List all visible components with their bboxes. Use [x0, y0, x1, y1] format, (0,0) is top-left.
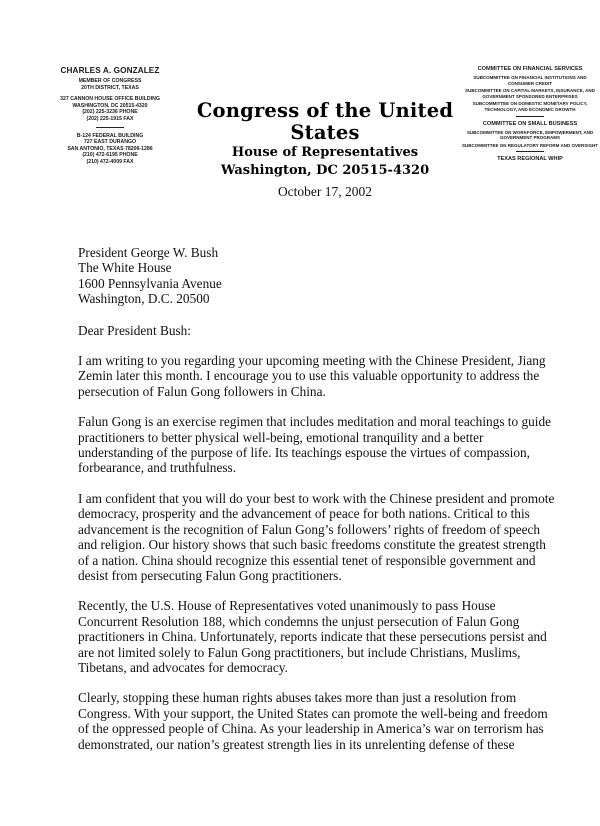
paragraph	[78, 491, 578, 583]
member-district: 20TH DISTRICT, TEXAS	[81, 84, 139, 91]
chamber-city: Washington, DC 20515-4320	[220, 163, 430, 178]
district-office-line: B-124 FEDERAL BUILDING	[76, 132, 144, 139]
text-line: Concurrent Resolution 188, which condemns the unjust persecution of Falun Gong	[78, 613, 520, 629]
text-line: demonstrated, our nation’s greatest strength lies in its unrelenting defense of these	[78, 736, 515, 752]
text-line: and religion. Our history shows that such basic freedoms constitute the greatest strength	[78, 537, 546, 553]
text-line: forbearance, and truthfulness.	[78, 460, 237, 476]
committee-name: COMMITTEE ON SMALL BUSINESS	[482, 120, 578, 127]
subcommittee-name: SUBCOMMITTEE ON REGULATORY REFORM AND OVERSIGHT	[462, 142, 598, 148]
subcommittee-name: SUBCOMMITTEE ON CAPITAL MARKETS, INSURANCE, AND GOVERNMENT SPONSORED ENTERPRISES	[465, 88, 595, 99]
member-name: CHARLES A. GONZALEZ	[60, 66, 160, 75]
chamber-name: House of Representatives	[231, 145, 419, 160]
divider	[516, 116, 544, 117]
letterhead-right	[460, 66, 600, 165]
text-line: understanding of the purpose of life. Its teachings espouse the virtues of compassion,	[78, 445, 530, 461]
dc-office-line: WASHINGTON, DC 20515-4320	[72, 102, 148, 109]
text-line: practitioners in China. Unfortunately, reports indicate that these persecutions persist and	[78, 629, 547, 645]
text-line: practitioners to better physical well-being, emotional tranquility and a better	[78, 429, 484, 445]
recipient-line: Washington, D.C. 20500	[78, 291, 210, 307]
text-line: persecution of Falun Gong followers in China.	[78, 383, 326, 399]
text-line: democracy, prosperity and the advancement of peace for both nations. Critical to this	[78, 506, 530, 522]
congress-title: Congress of the United States	[196, 99, 454, 144]
district-office-phone: (210) 472-6195 PHONE	[82, 152, 138, 159]
paragraph	[78, 598, 578, 675]
divider	[96, 127, 124, 128]
text-line: Zemin later this month. I encourage you to use this valuable opportunity to address the	[78, 368, 540, 384]
committee-name: COMMITTEE ON FINANCIAL SERVICES	[477, 66, 583, 72]
recipient-line: 1600 Pennsylvania Avenue	[78, 275, 222, 291]
recipient-address	[78, 245, 578, 307]
text-line: of the oppressed people of China. As your leadership in America’s war on terrorism has	[78, 721, 544, 737]
district-office-line: SAN ANTONIO, TEXAS 78206-1286	[67, 145, 153, 152]
text-line: I am confident that you will do your best to work with the Chinese president and promote	[78, 490, 555, 506]
text-line: are not limited solely to Falun Gong practitioners, but include Christians, Muslims,	[78, 644, 521, 660]
letter-body	[78, 245, 578, 752]
text-line: Clearly, stopping these human rights abuses takes more than just a resolution from	[78, 690, 517, 706]
subcommittee-name: SUBCOMMITTEE ON DOMESTIC MONETARY POLICY, TECHNOLOGY, AND ECONOMIC GROWTH	[472, 101, 588, 112]
letter-date: October 17, 2002	[277, 184, 373, 199]
salutation: Dear President Bush:	[78, 322, 192, 338]
text-line: advancement is the recognition of Falun Gong’s followers’ rights of freedom of speech	[78, 521, 541, 537]
text-line: of a nation. China should recognize this essential tenet of responsible government and	[78, 552, 536, 568]
district-office-fax: (210) 472-4009 FAX	[86, 158, 134, 165]
letterhead-left	[30, 66, 190, 166]
member-role: TEXAS REGIONAL WHIP	[497, 156, 563, 163]
text-line: I am writing to you regarding your upcoming meeting with the Chinese President, Jiang	[78, 353, 546, 369]
text-line: Tibetans, and advocates for democracy.	[78, 659, 288, 675]
recipient-line: The White House	[78, 260, 172, 276]
text-line: Congress. With your support, the United States can promote the well-being and freedom	[78, 705, 548, 721]
paragraph	[78, 414, 578, 476]
district-office-line: 727 EAST DURANGO	[83, 139, 137, 146]
member-title: MEMBER OF CONGRESS	[78, 78, 142, 84]
text-line: Falun Gong is an exercise regimen that includes meditation and moral teachings to guide	[78, 414, 552, 430]
dc-office-phone: (202) 225-3236 PHONE	[82, 109, 138, 116]
letterhead-center	[190, 100, 460, 180]
divider	[516, 151, 544, 152]
text-line: desist from persecuting Falun Gong practitioners.	[78, 567, 342, 583]
paragraph	[78, 353, 578, 399]
paragraph	[78, 690, 578, 752]
recipient-name: President George W. Bush	[78, 245, 219, 260]
subcommittee-name: SUBCOMMITTEE ON WORKFORCE, EMPOWERMENT, AND GOVERNMENT PROGRAMS	[466, 129, 594, 141]
subcommittee-name: SUBCOMMITTEE ON FINANCIAL INSTITUTIONS AND CONSUMER CREDIT	[473, 75, 587, 86]
dc-office-fax: (202) 225-1915 FAX	[86, 115, 134, 122]
text-line: Recently, the U.S. House of Representatives voted unanimously to pass House	[78, 598, 496, 614]
dc-office-line: 327 CANNON HOUSE OFFICE BUILDING	[60, 96, 160, 103]
